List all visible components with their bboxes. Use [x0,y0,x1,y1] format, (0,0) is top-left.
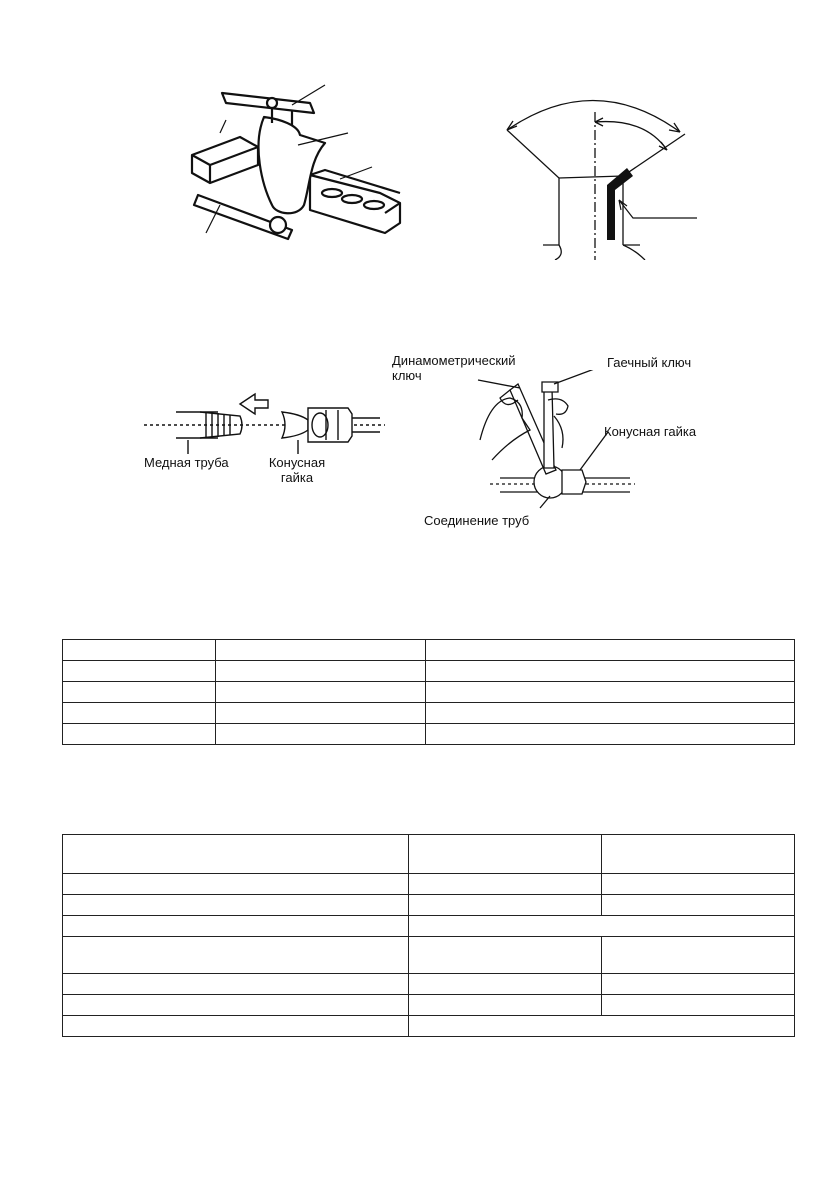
table-row [63,916,795,937]
copper-pipe-label: Медная труба [144,455,229,470]
flaring-tool-illustration [180,75,420,250]
table-row [63,974,795,995]
flare-nut-label: Конусная гайка [268,455,326,485]
table-row [63,937,795,974]
table-row [63,640,795,661]
table-row [63,895,795,916]
table-row [63,1016,795,1037]
table-row [63,724,795,745]
table-1 [62,639,795,745]
table-2 [62,834,795,1037]
torque-wrench-label: Динамометрический ключ [392,353,516,383]
table-row [63,995,795,1016]
table-row [63,661,795,682]
spanner-label: Гаечный ключ [607,355,692,370]
tightening-wrenches-illustration [470,370,640,520]
flare-angle-diagram [495,90,705,260]
table-row [63,874,795,895]
table-row [63,835,795,874]
flare-nut-label-2: Конусная гайка [604,424,697,439]
table-row [63,703,795,724]
pipe-and-flare-nut-illustration [140,388,390,458]
table-row [63,682,795,703]
pipe-joint-label: Соединение труб [424,513,530,528]
